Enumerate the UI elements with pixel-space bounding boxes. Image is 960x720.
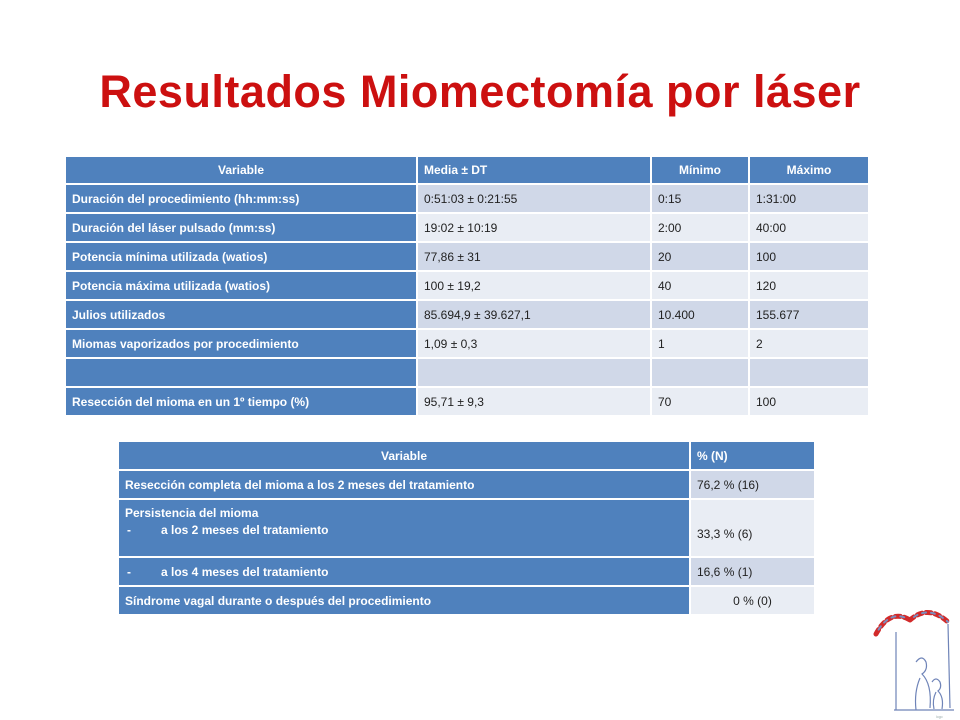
laser-results-table: [64, 155, 870, 417]
row-label: Julios utilizados: [65, 300, 417, 329]
cell-mean-sd: [417, 358, 651, 387]
table-row: [65, 242, 869, 271]
table-row: [118, 499, 815, 557]
institution-logo: [866, 602, 960, 720]
header-min: Mínimo: [651, 156, 749, 184]
cell-mean-sd: 95,71 ± 9,3: [417, 387, 651, 416]
table-row: [118, 557, 815, 586]
cell-percent: 0 % (0): [690, 586, 815, 615]
table-row: [65, 329, 869, 358]
cell-min: [651, 358, 749, 387]
table-row: [65, 271, 869, 300]
sub-item-label: a los 2 meses del tratamiento: [161, 523, 329, 537]
cell-max: 2: [749, 329, 869, 358]
row-label: Síndrome vagal durante o después del procedimiento: [118, 586, 690, 615]
cell-max: [749, 358, 869, 387]
sub-item-label: a los 4 meses del tratamiento: [161, 564, 329, 579]
cell-mean-sd: 77,86 ± 31: [417, 242, 651, 271]
table-row: [65, 213, 869, 242]
header-mean-sd: Media ± DT: [417, 156, 651, 184]
row-label: Duración del láser pulsado (mm:ss): [65, 213, 417, 242]
cell-mean-sd: 19:02 ± 10:19: [417, 213, 651, 242]
cell-max: 40:00: [749, 213, 869, 242]
cell-min: 10.400: [651, 300, 749, 329]
row-label: [65, 358, 417, 387]
header-percent: % (N): [690, 441, 815, 470]
cell-mean-sd: 85.694,9 ± 39.627,1: [417, 300, 651, 329]
cell-mean-sd: 0:51:03 ± 0:21:55: [417, 184, 651, 213]
cell-max: 100: [749, 242, 869, 271]
dash-bullet: -: [127, 523, 131, 537]
slide-title: Resultados Miomectomía por láser: [99, 66, 861, 117]
table-row: [118, 470, 815, 499]
cell-min: 0:15: [651, 184, 749, 213]
header-variable: Variable: [65, 156, 417, 184]
outcomes-table: [117, 440, 816, 616]
row-label-group: [118, 499, 690, 557]
row-label: Resección completa del mioma a los 2 meses del tratamiento: [118, 470, 690, 499]
dash-bullet: -: [127, 564, 131, 579]
row-label: Resección del mioma en un 1º tiempo (%): [65, 387, 417, 416]
cell-max: 155.677: [749, 300, 869, 329]
table-row: [65, 184, 869, 213]
sub-item: [118, 557, 690, 586]
row-label: Duración del procedimiento (hh:mm:ss): [65, 184, 417, 213]
table-header-row: [65, 156, 869, 184]
cell-min: 20: [651, 242, 749, 271]
cell-min: 70: [651, 387, 749, 416]
cell-percent: 76,2 % (16): [690, 470, 815, 499]
sub-item: [125, 522, 683, 539]
cell-max: 1:31:00: [749, 184, 869, 213]
row-label: Miomas vaporizados por procedimiento: [65, 329, 417, 358]
row-label: Persistencia del mioma: [125, 506, 259, 520]
cell-percent: 16,6 % (1): [690, 557, 815, 586]
cell-min: 1: [651, 329, 749, 358]
table-row-empty: [65, 358, 869, 387]
table-header-row: [118, 441, 815, 470]
header-variable: Variable: [118, 441, 690, 470]
cell-max: 120: [749, 271, 869, 300]
row-label: Potencia máxima utilizada (watios): [65, 271, 417, 300]
cell-mean-sd: 1,09 ± 0,3: [417, 329, 651, 358]
cell-percent: 33,3 % (6): [690, 499, 815, 557]
cell-min: 2:00: [651, 213, 749, 242]
header-max: Máximo: [749, 156, 869, 184]
cell-max: 100: [749, 387, 869, 416]
cell-mean-sd: 100 ± 19,2: [417, 271, 651, 300]
table-row: [118, 586, 815, 615]
cell-min: 40: [651, 271, 749, 300]
table-row: [65, 387, 869, 416]
svg-text:logo: logo: [936, 715, 943, 719]
table-row: [65, 300, 869, 329]
row-label: Potencia mínima utilizada (watios): [65, 242, 417, 271]
